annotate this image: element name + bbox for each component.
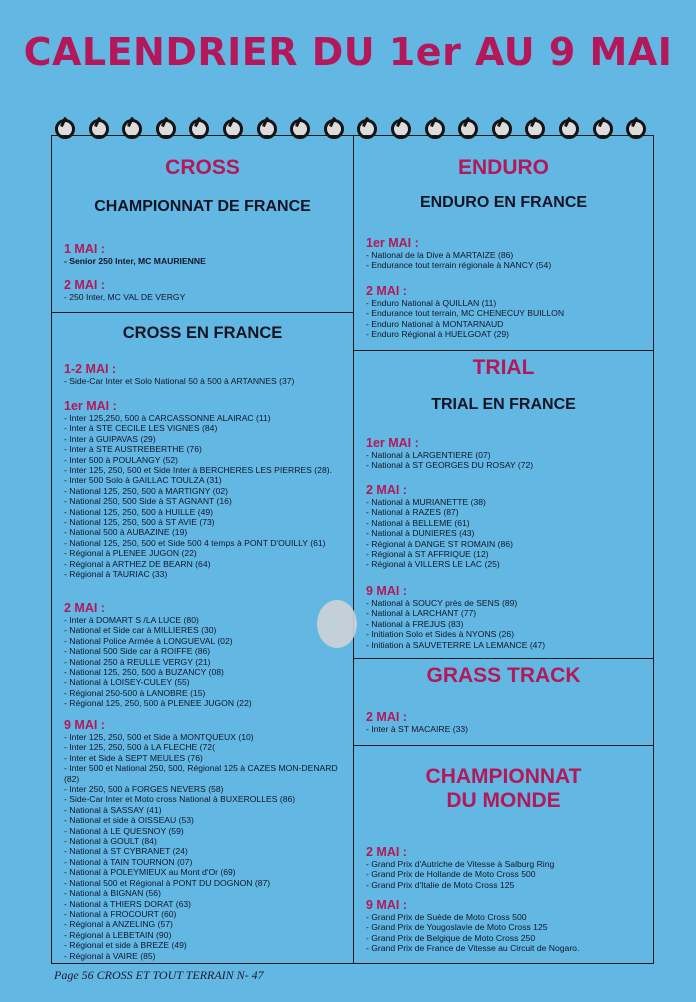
grass-track-section xyxy=(354,658,653,746)
event-item: - Inter à DOMART S /LA LUCE (80) xyxy=(64,615,199,625)
event-item: - National Police Armée à LONGUEVAL (02) xyxy=(64,635,233,646)
rider-portrait-image xyxy=(317,600,357,648)
event-item: - Grand Prix de Yougoslavie de Moto Cross 125 xyxy=(366,922,548,933)
event-item: - Régional à LEBETAIN (90) xyxy=(64,929,172,940)
group-date: 9 MAI : xyxy=(366,584,407,598)
event-item: - Inter 125, 250, 500 à LA FLECHE (72( xyxy=(64,742,215,753)
event-item: - Régional à VILLERS LE LAC (25) xyxy=(366,559,500,570)
event-item: - Inter 500 Solo à GAILLAC TOULZA (31) xyxy=(64,475,222,486)
enduro-heading: ENDURO xyxy=(457,156,549,179)
championnat-monde-section xyxy=(354,745,653,963)
event-item: - National 125, 250, 500 à MARTIGNY (02) xyxy=(64,485,229,496)
event-item: - Side-Car Inter et Moto cross National à BUXEROLLES (86) xyxy=(64,794,296,805)
cross-subheading: CHAMPIONNAT DE FRANCE xyxy=(94,198,311,215)
event-item: - National 125, 250, 500 à HUILLE (49) xyxy=(64,506,214,517)
trial-group-2 xyxy=(366,483,647,570)
event-item: - National à POLEYMIEUX au Mont d'Or (69) xyxy=(64,867,236,878)
event-item: - Régional à DANGE ST ROMAIN (86) xyxy=(366,538,513,549)
event-item: - Régional et side à BREZE (49) xyxy=(64,940,187,951)
left-column xyxy=(51,135,353,964)
enduro-section xyxy=(354,136,653,351)
monde-heading-line1: CHAMPIONNAT xyxy=(425,765,582,788)
event-item: - National 500 Side car à ROIFFE (86) xyxy=(64,646,211,657)
event-item: - Inter 500 à POULANGY (52) xyxy=(64,454,178,465)
event-item: - Enduro National à QUILLAN (11) xyxy=(366,298,497,308)
cf-group-2 xyxy=(64,399,347,580)
event-item: - Inter 500 et National 250, 500, Régional 125 à CAZES MON-DENARD (82) xyxy=(64,763,338,784)
group-date: 1er MAI : xyxy=(366,436,419,450)
group-date: 2 MAI : xyxy=(366,284,407,298)
event-item: - National à FROCOURT (60) xyxy=(64,908,177,919)
event-item: - Inter à STE AUSTREBERTHE (76) xyxy=(64,444,202,455)
event-item: - National à GOULT (84) xyxy=(64,836,157,847)
event-item: - National 125, 250, 500 à ST AVIE (73) xyxy=(64,517,215,528)
event-item: - Inter 125, 250, 500 et Side à MONTQUEUX (10) xyxy=(64,732,254,742)
trial-group-3 xyxy=(366,584,647,650)
trial-subheading: TRIAL EN FRANCE xyxy=(431,396,576,413)
group-date: 2 MAI : xyxy=(64,278,105,292)
group-date: 2 MAI : xyxy=(366,710,407,724)
event-item: - Grand Prix d'Italie de Moto Cross 125 xyxy=(366,879,515,890)
grass-track-heading: GRASS TRACK xyxy=(426,664,581,687)
cf-group-3 xyxy=(64,601,347,709)
right-column xyxy=(353,135,654,964)
enduro-group-1 xyxy=(366,236,647,271)
event-item: - Régional 125, 250, 500 à PLENEE JUGON (22) xyxy=(64,698,252,709)
event-item: - National à LOISEY-CULEY (55) xyxy=(64,677,190,688)
group-date: 1-2 MAI : xyxy=(64,362,117,376)
event-item: - Inter 125,250, 500 à CARCASSONNE ALAIRAC (11) xyxy=(64,413,271,423)
monde-group-1 xyxy=(366,845,647,890)
group-date: 2 MAI : xyxy=(64,601,105,615)
event-item: - National 125, 250, 500 et Side 500 4 temps à PONT D'OUILLY (61) xyxy=(64,537,326,548)
trial-heading: TRIAL xyxy=(472,356,535,379)
page-footer: Page 56 CROSS ET TOUT TERRAIN N- 47 xyxy=(54,968,264,982)
trial-group-1 xyxy=(366,436,647,471)
event-item: - Inter à STE CECILE LES VIGNES (84) xyxy=(64,423,218,434)
event-item: - National de la Dive à MARTAIZE (86) xyxy=(366,250,514,260)
event-item: - Inter 250, 500 à FORGES NEVERS (58) xyxy=(64,784,224,795)
event-item: - Inter 125, 250, 500 et Side Inter à BERCHERES LES PIERRES (28). xyxy=(64,465,332,476)
event-item: - National à DUNIERES (43) xyxy=(366,528,475,539)
event-item: - National à BELLEME (61) xyxy=(366,517,470,528)
cross-group xyxy=(64,278,347,302)
event-item: - Inter à GUIPAVAS (29) xyxy=(64,433,156,444)
event-item: - Side-Car Inter et Solo National 50 à 500 à ARTANNES (37) xyxy=(64,376,295,386)
group-date: 1er MAI : xyxy=(366,236,419,250)
event-item: - National 250 à REULLE VERGY (21) xyxy=(64,656,211,667)
event-item: - Inter à ST MACAIRE (33) xyxy=(366,724,469,734)
event-item: - National à RAZES (87) xyxy=(366,507,459,518)
group-date: 9 MAI : xyxy=(366,898,407,912)
event-item: - National à ST CYBRANET (24) xyxy=(64,846,188,857)
event-item: - Initiation à SAUVETERRE LA LEMANCE (47) xyxy=(366,639,546,650)
event-item: - Régional à ANZELING (57) xyxy=(64,919,173,930)
event-item: - National 500 et Régional à PONT DU DOGNON (87) xyxy=(64,877,271,888)
event-item: - Régional à ST AFFRIQUE (12) xyxy=(366,549,489,560)
event-item: - Senior 250 Inter, MC MAURIENNE xyxy=(64,256,206,266)
event-item: - Régional à TAURIAC (33) xyxy=(64,569,168,580)
event-item: - National à TAIN TOURNON (07) xyxy=(64,856,193,867)
event-item: - National à THIERS DORAT (63) xyxy=(64,898,192,909)
event-item: - Initiation Solo et Sides à NYONS (26) xyxy=(366,629,515,640)
event-item: - National à BIGNAN (56) xyxy=(64,888,161,899)
event-item: - National à LARCHANT (77) xyxy=(366,608,477,619)
event-item: - National 500 à AUBAZINE (19) xyxy=(64,527,188,538)
group-date: 1er MAI : xyxy=(64,399,117,413)
trial-section xyxy=(354,350,653,659)
monde-group-2 xyxy=(366,898,647,954)
event-item: - Régional 250-500 à LANOBRE (15) xyxy=(64,687,206,698)
event-item: - Régional à ARTHEZ DE BEARN (64) xyxy=(64,558,211,569)
event-item: - National à LE QUESNOY (59) xyxy=(64,825,184,836)
event-item: - Inter et Side à SEPT MEULES (76) xyxy=(64,752,203,763)
event-item: - Grand Prix de Suède de Moto Cross 500 xyxy=(366,912,527,922)
event-item: - Endurance tout terrain, MC CHENECUY BUILLON xyxy=(366,308,565,319)
grass-group xyxy=(366,710,647,734)
calendar-frame xyxy=(51,125,654,964)
cross-group xyxy=(64,242,347,266)
event-item: - Enduro Régional à HUELGOAT (29) xyxy=(366,329,509,340)
cross-section xyxy=(52,136,353,313)
event-item: - National 250, 500 Side à ST AGNANT (16) xyxy=(64,496,232,507)
group-date: 1 MAI : xyxy=(64,242,105,256)
cross-heading: CROSS xyxy=(165,156,240,179)
event-item: - National 125, 250, 500 à BUZANCY (08) xyxy=(64,667,224,678)
event-item: - 250 Inter, MC VAL DE VERGY xyxy=(64,292,186,302)
event-item: - National à FREJUS (83) xyxy=(366,618,464,629)
event-item: - Grand Prix de Hollande de Moto Cross 500 xyxy=(366,869,536,880)
event-item: - National à MURIANETTE (38) xyxy=(366,497,486,507)
enduro-group-2 xyxy=(366,284,647,340)
event-item: - Grand Prix d'Autriche de Vitesse à Salburg Ring xyxy=(366,859,555,869)
enduro-subheading: ENDURO EN FRANCE xyxy=(419,194,588,211)
group-date: 9 MAI : xyxy=(64,718,105,732)
cross-france-heading: CROSS EN FRANCE xyxy=(122,324,283,342)
page-title: CALENDRIER DU 1er AU 9 MAI xyxy=(23,30,673,74)
group-date: 2 MAI : xyxy=(366,483,407,497)
event-item: - Grand Prix de Belgique de Moto Cross 250 xyxy=(366,932,536,943)
event-item: - National et Side car à MILLIERES (30) xyxy=(64,625,217,636)
monde-heading-line2: DU MONDE xyxy=(446,789,561,812)
cf-group-4 xyxy=(64,718,347,961)
event-item: - Grand Prix de France de Vitesse au Circuit de Nogaro. xyxy=(366,943,580,954)
cf-group-1 xyxy=(64,362,347,386)
event-item: - Régional à PLENEE JUGON (22) xyxy=(64,548,197,559)
event-item: - National à ST GEORGES DU ROSAY (72) xyxy=(366,460,534,471)
event-item: - Régional à VAIRE (85) xyxy=(64,950,156,961)
event-item: - National à SOUCY près de SENS (89) xyxy=(366,598,518,608)
event-item: - National et side à OISSEAU (53) xyxy=(64,815,194,826)
cross-france-section xyxy=(52,312,353,963)
event-item: - Enduro National à MONTARNAUD xyxy=(366,318,504,329)
event-item: - Endurance tout terrain régionale à NANCY (54) xyxy=(366,260,552,271)
event-item: - National à LARGENTIERE (07) xyxy=(366,450,491,460)
group-date: 2 MAI : xyxy=(366,845,407,859)
event-item: - National à SASSAY (41) xyxy=(64,804,162,815)
